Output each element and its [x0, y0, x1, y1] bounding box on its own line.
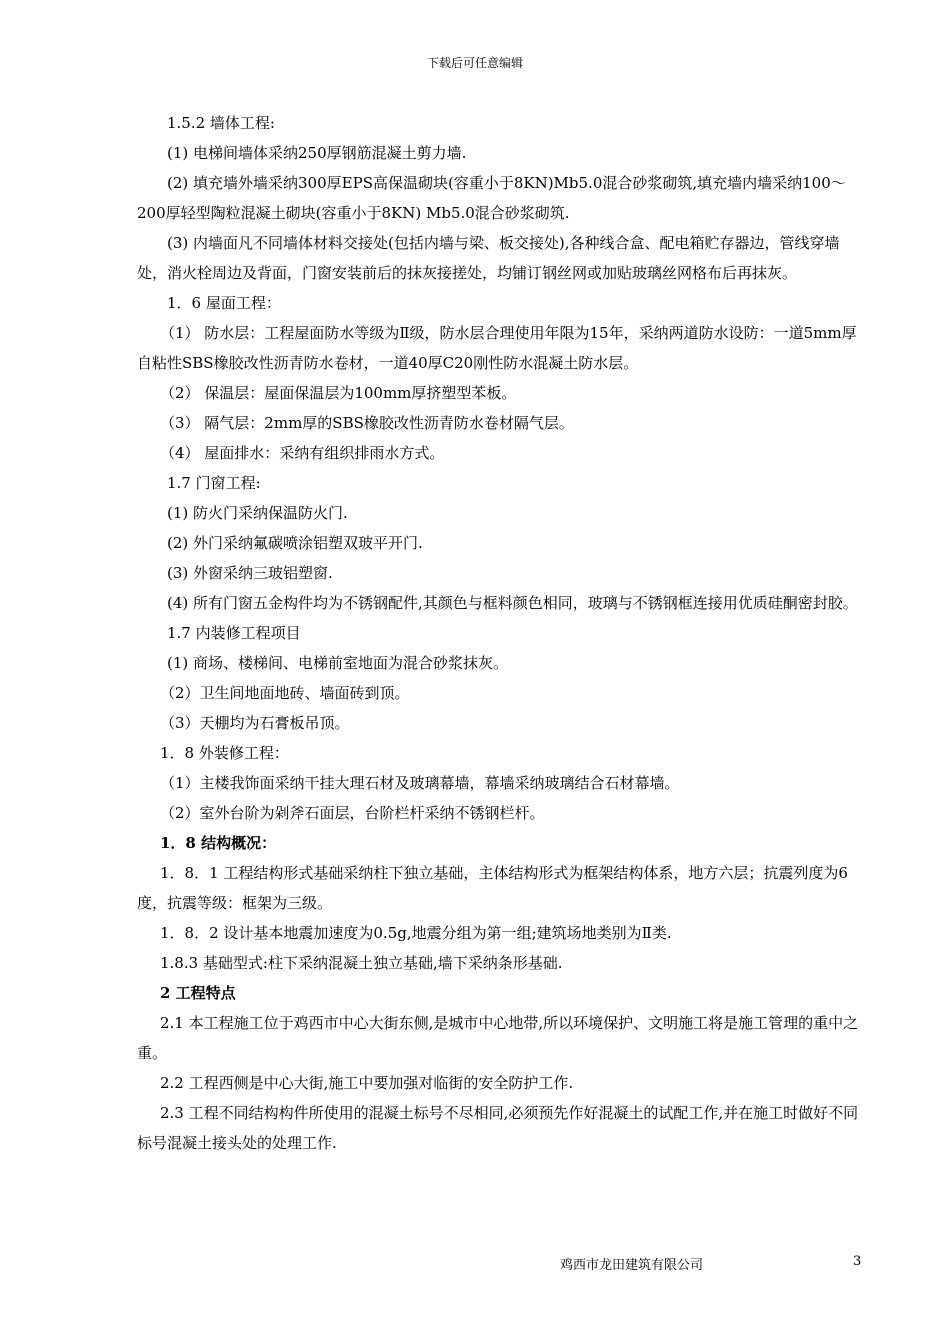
paragraph: （4） 屋面排水：采纳有组织排雨水方式。 [160, 444, 445, 462]
paragraph: (3) 外窗采纳三玻铝塑窗. [167, 564, 333, 582]
paragraph: （3） 隔气层：2mm厚的SBS橡胶改性沥青防水卷材隔气层。 [160, 414, 574, 432]
paragraph: 1．6 屋面工程： [167, 294, 281, 312]
paragraph: (2) 填充墙外墙采纳300厚EPS高保温砌块(容重小于8KN)Mb5.0混合砂浆砌筑,填充墙内墙采纳100～200厚轻型陶粒混凝土砌块(容重小于8KN) Mb5.0混合砂浆砌筑. [137, 174, 846, 222]
paragraph: 1．8．2 设计基本地震加速度为0.5g,地震分组为第一组;建筑场地类别为Ⅱ类. [160, 924, 672, 942]
paragraph: （2）卫生间地面地砖、墙面砖到顶。 [160, 684, 410, 702]
section-heading: 2 工程特点 [160, 984, 236, 1002]
paragraph: 2.1 本工程施工位于鸡西市中心大街东侧,是城市中心地带,所以环境保护、文明施工将是施工管理的重中之重。 [137, 1014, 859, 1062]
document-body [137, 108, 861, 1158]
paragraph: 2.2 工程西侧是中心大街,施工中要加强对临街的安全防护工作. [160, 1074, 574, 1092]
paragraph: （3）天棚均为石膏板吊顶。 [160, 714, 350, 732]
paragraph: （2）室外台阶为剁斧石面层，台阶栏杆采纳不锈钢栏杆。 [160, 804, 545, 822]
paragraph: 1.5.2 墙体工程: [167, 114, 275, 132]
section-heading: 1．8 结构概况： [160, 834, 277, 852]
paragraph: (3) 内墙面凡不同墙体材料交接处(包括内墙与梁、板交接处),各种线合盒、配电箱贮存器边，管线穿墙处，消火栓周边及背面，门窗安装前后的抹灰接搓处，均铺订钢丝网或加贴玻璃丝网格布后再抹灰。 [137, 234, 840, 282]
paragraph: (1) 商场、楼梯间、电梯前室地面为混合砂浆抹灰。 [167, 654, 509, 672]
page-number: 3 [853, 1254, 862, 1269]
page-header: 下载后可任意编辑 [426, 56, 523, 70]
paragraph: 1.7 门窗工程: [167, 474, 261, 492]
paragraph: （1） 防水层：工程屋面防水等级为Ⅱ级，防水层合理使用年限为15年，采纳两道防水设防：一道5mm厚自粘性SBS橡胶改性沥青防水卷材，一道40厚C20刚性防水混凝土防水层。 [137, 324, 857, 372]
paragraph: (4) 所有门窗五金构件均为不锈钢配件,其颜色与框料颜色相同，玻璃与不锈钢框连接用优质硅酮密封胶。 [167, 594, 858, 612]
paragraph: （1）主楼我饰面采纳干挂大理石材及玻璃幕墙，幕墙采纳玻璃结合石材幕墙。 [160, 774, 680, 792]
paragraph: 1．8 外装修工程： [160, 744, 289, 762]
paragraph: 1.7 内装修工程项目 [167, 624, 301, 642]
paragraph: (1) 电梯间墙体采纳250厚钢筋混凝土剪力墙. [167, 144, 467, 162]
paragraph: （2） 保温层：屋面保温层为100mm厚挤塑型苯板。 [160, 384, 517, 402]
paragraph: (1) 防火门采纳保温防火门. [167, 504, 348, 522]
paragraph: 2.3 工程不同结构构件所使用的混凝土标号不尽相同,必须预先作好混凝土的试配工作,并在施工时做好不同标号混凝土接头处的处理工作. [137, 1104, 859, 1152]
footer-company: 鸡西市龙田建筑有限公司 [560, 1258, 704, 1273]
paragraph: 1.8.3 基础型式:柱下采纳混凝土独立基础,墙下采纳条形基础. [160, 954, 563, 972]
paragraph: (2) 外门采纳氟碳喷涂铝塑双玻平开门. [167, 534, 423, 552]
paragraph: 1．8．1 工程结构形式基础采纳柱下独立基础，主体结构形式为框架结构体系，地方六层；抗震列度为6度，抗震等级：框架为三级。 [137, 864, 848, 912]
